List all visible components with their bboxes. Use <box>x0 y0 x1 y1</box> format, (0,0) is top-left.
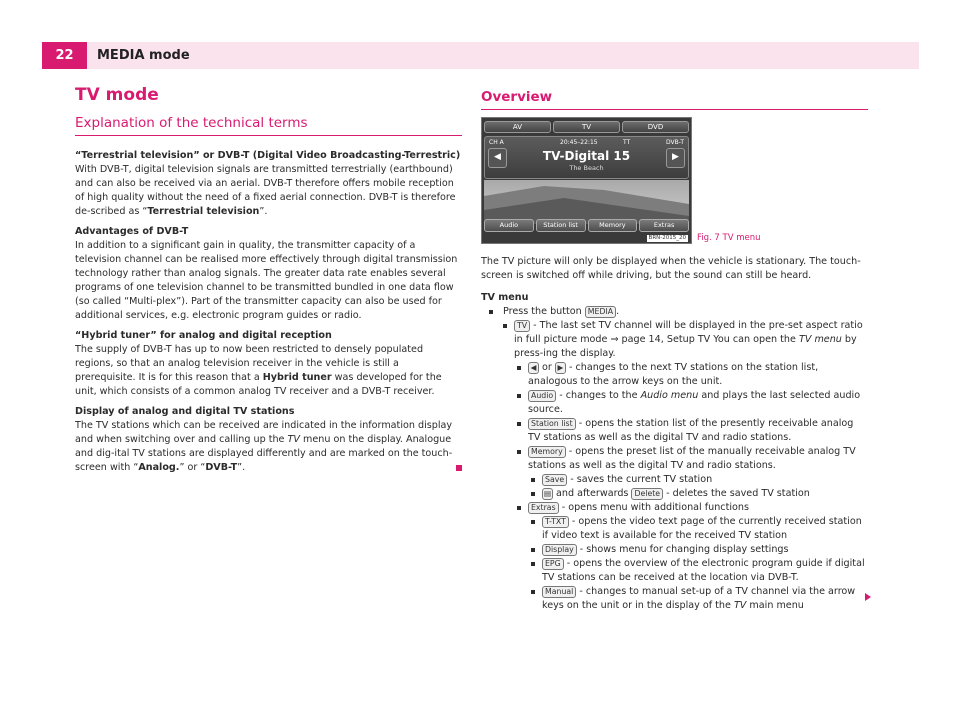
tv-station-band <box>484 136 689 179</box>
s2-heading: Advantages of DVB-T <box>75 226 189 237</box>
subheading: Explanation of the technical terms <box>75 114 462 136</box>
bullet <box>531 520 535 524</box>
display-text: - shows menu for changing display settings <box>576 544 789 555</box>
tv-picture-scene <box>484 180 689 224</box>
right-column-text <box>481 255 868 613</box>
memory-button[interactable]: Memory <box>588 219 638 232</box>
list-item-manual <box>481 585 868 613</box>
media-key: MEDIA <box>585 306 616 318</box>
epg-key: EPG <box>542 558 564 570</box>
delete-key: Delete <box>631 488 663 500</box>
list-item-arrows <box>481 361 868 389</box>
save-text: - saves the current TV station <box>567 474 713 485</box>
tv-program-name: The Beach <box>569 164 604 172</box>
prev-station-arrow-icon[interactable]: ◀ <box>488 148 507 168</box>
bullet <box>517 394 521 398</box>
epg-text: - opens the overview of the electronic program guide if digital TV stations can be received at the location via DVB-T. <box>542 558 865 583</box>
page-number: 22 <box>42 42 87 69</box>
list-item-delete <box>481 487 868 501</box>
tv-time: 20:45–22:15 <box>560 139 598 146</box>
extras-text: - opens menu with additional functions <box>558 502 749 513</box>
s3-paragraph <box>75 343 462 399</box>
trash-icon: ▤ <box>543 489 552 498</box>
station-list-key: Station list <box>528 418 576 430</box>
s4-bold-dvbt: DVB-T <box>205 462 238 473</box>
s1-paragraph <box>75 163 462 219</box>
bullet <box>489 310 493 314</box>
list-item-audio <box>481 389 868 417</box>
delete-pre: and afterwards <box>553 488 632 499</box>
manual-text-a: - changes to manual set-up of a TV channel via the arrow keys on the unit or in the display of the <box>542 586 856 611</box>
list-item-ttxt <box>481 515 868 543</box>
ttxt-text: - opens the video text page of the currently received station if video text is available for the received TV station <box>542 516 862 541</box>
list-item-save <box>481 473 868 487</box>
s4-paragraph <box>75 419 462 475</box>
tv-tt: TT <box>623 139 631 146</box>
s1-bold: Terrestrial television <box>147 206 260 217</box>
tv-channel: CH A <box>489 139 504 146</box>
left-column <box>75 84 462 475</box>
s4-text-b: menu on the display. Analogue and dig-ital TV stations are displayed differently and are marked on the touch-screen with “ <box>75 434 453 473</box>
bullet <box>531 562 535 566</box>
section-title: MEDIA mode <box>97 48 190 63</box>
arrows-or: or <box>539 362 555 373</box>
left-arrow-key-icon: ◀ <box>528 362 539 374</box>
tv-text-a: - The last set TV channel will be displayed in the pre-set aspect ratio in full picture mode ⇒ page 14, Setup TV You can open the <box>514 320 863 345</box>
memory-text: - opens the preset list of the manually receivable analog TV stations as well as the digital TV and radio stations. <box>528 446 856 471</box>
ttxt-key: T-TXT <box>542 516 569 528</box>
tv-key: TV <box>514 320 530 332</box>
memory-key: Memory <box>528 446 566 458</box>
audio-text-b: and plays the last selected audio source. <box>528 390 861 415</box>
bullet <box>503 324 507 328</box>
s4-mid: ” or “ <box>179 462 206 473</box>
s1-end: ”. <box>259 206 268 217</box>
list-item-press <box>481 305 868 319</box>
press-text: Press the button <box>503 306 585 317</box>
section-end-marker <box>456 465 462 471</box>
tab-dvd[interactable]: DVD <box>622 121 689 133</box>
tv-tabs <box>484 121 689 133</box>
s4-bold-analog: Analog. <box>138 462 180 473</box>
tv-picture <box>484 180 689 224</box>
continue-arrow-icon <box>865 593 871 601</box>
s3-bold: Hybrid tuner <box>262 372 332 383</box>
tv-menu-figure <box>481 117 692 244</box>
s3-text-b: was developed for the unit, which consists of a common analog TV receiver and a DVB-T receiver. <box>75 372 442 397</box>
bullet <box>517 450 521 454</box>
bullet <box>531 590 535 594</box>
list-item-tv <box>481 319 868 361</box>
manual-italic: TV <box>733 600 747 611</box>
intro-paragraph: The TV picture will only be displayed when the vehicle is stationary. The touch-screen is switched off while driving, but the sound can still be heard. <box>481 256 861 281</box>
s4-italic: TV <box>287 434 300 445</box>
audio-text-a: - changes to the <box>556 390 641 401</box>
tv-buttons <box>484 219 689 232</box>
bullet <box>517 506 521 510</box>
right-arrow-key-icon: ▶ <box>555 362 566 374</box>
s1-text: With DVB-T, digital television signals are transmitted terrestrially (earthbound) and can also be received via an aerial. DVB-T therefore offers mobile reception of high quality without the need of a fixed aerial connection. DVB-T is therefore de-scribed as “ <box>75 164 456 217</box>
arrows-text: - changes to the next TV stations on the station list, analogous to the arrow keys on the unit. <box>528 362 819 387</box>
press-dot: . <box>616 306 620 317</box>
tv-station-name: TV-Digital 15 <box>542 149 631 163</box>
audio-key: Audio <box>528 390 556 402</box>
bullet <box>531 478 535 482</box>
extras-key: Extras <box>528 502 559 514</box>
tab-tv[interactable]: TV <box>553 121 620 133</box>
audio-italic: Audio menu <box>640 390 699 401</box>
tv-mode: DVB-T <box>665 139 684 146</box>
list-item-memory <box>481 445 868 473</box>
figure-caption: Fig. 7 TV menu <box>697 233 761 243</box>
bullet <box>517 422 521 426</box>
s2-paragraph: In addition to a significant gain in quality, the transmitter capacity of a television channel can be realised more effectively through digital transmission technology rather than analog signals. The greater data rate enables several programs of one television channel to be transmitted bundled in one data flow (so called “Multi-plex”). Part of the transmitter capacity can also be used for additional services, e.g. electronic program guides or radio. <box>75 240 458 321</box>
list-item-extras <box>481 501 868 515</box>
figure-code: BRN-2015_20 <box>648 235 686 241</box>
extras-button[interactable]: Extras <box>639 219 689 232</box>
save-key: Save <box>542 474 567 486</box>
bullet <box>531 548 535 552</box>
s4-end: ”. <box>237 462 246 473</box>
list-item-station-list <box>481 417 868 445</box>
audio-button[interactable]: Audio <box>484 219 534 232</box>
station-list-button[interactable]: Station list <box>536 219 586 232</box>
manual-text-b: main menu <box>746 600 804 611</box>
bullet <box>531 492 535 496</box>
overview-heading: Overview <box>481 84 868 110</box>
page-heading: TV mode <box>75 85 159 105</box>
list-item-epg <box>481 557 868 585</box>
bullet <box>517 366 521 370</box>
tv-text-b: by press-ing the display. <box>514 334 857 359</box>
s4-heading: Display of analog and digital TV stations <box>75 406 295 417</box>
s3-heading: “Hybrid tuner” for analog and digital reception <box>75 330 332 341</box>
next-station-arrow-icon[interactable]: ▶ <box>666 148 685 168</box>
tv-italic: TV menu <box>798 334 842 345</box>
manual-key: Manual <box>542 586 576 598</box>
display-key: Display <box>542 544 577 556</box>
station-list-text: - opens the station list of the presently receivable analog TV stations as well as the digital TV and radio stations. <box>528 418 854 443</box>
s1-heading: “Terrestrial television” or DVB-T (Digital Video Broadcasting-Terrestric) <box>75 150 461 161</box>
s3-text-a: The supply of DVB-T has up to now been restricted to densely populated regions, so that an analog television receiver in the vehicle is still a prerequisite. It is for this reason that a <box>75 344 424 383</box>
list-item-display <box>481 543 868 557</box>
right-column-heading <box>481 84 868 110</box>
tv-menu-heading: TV menu <box>481 292 529 303</box>
s4-text-a: The TV stations which can be received are indicated in the information display and when switching over and calling up the <box>75 420 453 445</box>
delete-text: - deletes the saved TV station <box>663 488 810 499</box>
tab-av[interactable]: AV <box>484 121 551 133</box>
